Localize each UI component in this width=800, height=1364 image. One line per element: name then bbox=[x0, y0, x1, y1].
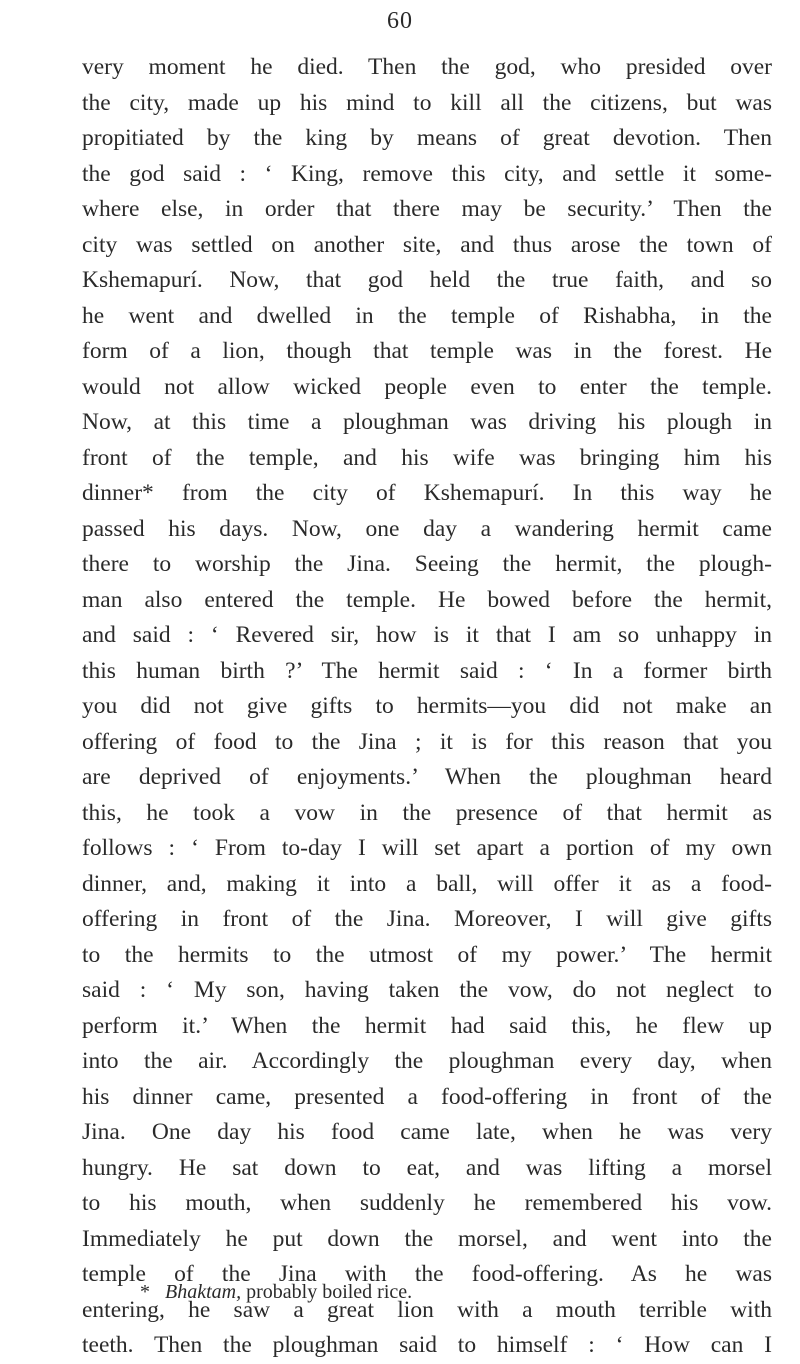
text-line: follows : ‘ From to-day I will set apart a portion of my own bbox=[82, 835, 772, 861]
text-line: perform it.’ When the hermit had said this, he flew up bbox=[82, 1012, 772, 1039]
text-line: you did not give gifts to hermits—you did not make an bbox=[82, 693, 772, 719]
text-line: Jina. One day his food came late, when he was very bbox=[82, 1119, 772, 1145]
text-line: to the hermits to the utmost of my power.’ The hermit bbox=[82, 941, 772, 968]
text-line: hungry. He sat down to eat, and was lifting a morsel bbox=[82, 1154, 772, 1181]
text-line: offering of food to the Jina ; it is for this reason that you bbox=[82, 728, 772, 755]
text-line: and said : ‘ Revered sir, how is it that I am so unhappy in bbox=[82, 622, 772, 648]
footnote-term: Bhaktam, bbox=[165, 1281, 242, 1303]
text-line: propitiated by the king by means of great devotion. Then bbox=[82, 125, 772, 151]
text-line: this human birth ?’ The hermit said : ‘ In a former birth bbox=[82, 657, 772, 684]
text-line: Kshemapurí. Now, that god held the true faith, and so bbox=[82, 267, 772, 293]
text-line: Immediately he put down the morsel, and went into the bbox=[82, 1225, 772, 1252]
text-line: he went and dwelled in the temple of Rishabha, in the bbox=[82, 302, 772, 329]
text-line: to his mouth, when suddenly he remembered his vow. bbox=[82, 1190, 772, 1216]
text-line: dinner* from the city of Kshemapurí. In this way he bbox=[82, 480, 772, 506]
footnote-text: probably boiled rice. bbox=[246, 1281, 413, 1303]
body-text bbox=[82, 50, 772, 1364]
text-line: would not allow wicked people even to enter the temple. bbox=[82, 373, 772, 400]
text-line: man also entered the temple. He bowed before the hermit, bbox=[82, 586, 772, 613]
text-line: city was settled on another site, and thus arose the town of bbox=[82, 231, 772, 258]
text-line: this, he took a vow in the presence of that hermit as bbox=[82, 799, 772, 826]
text-line: the god said : ‘ King, remove this city, and settle it some- bbox=[82, 160, 772, 187]
page-number: 60 bbox=[387, 8, 413, 34]
text-line: front of the temple, and his wife was bringing him his bbox=[82, 444, 772, 471]
text-line: said : ‘ My son, having taken the vow, do not neglect to bbox=[82, 977, 772, 1003]
text-line: the city, made up his mind to kill all the citizens, but was bbox=[82, 89, 772, 116]
text-line: Now, at this time a ploughman was driving his plough in bbox=[82, 409, 772, 435]
text-line: very moment he died. Then the god, who presided over bbox=[82, 54, 772, 80]
text-line: temple of the Jina with the food-offering. As he was bbox=[82, 1261, 772, 1287]
text-line: teeth. Then the ploughman said to himself : ‘ How can I bbox=[82, 1332, 772, 1358]
footnote bbox=[140, 1278, 780, 1306]
text-line: where else, in order that there may be security.’ Then the bbox=[82, 196, 772, 222]
text-line: his dinner came, presented a food-offering in front of the bbox=[82, 1083, 772, 1110]
text-line: are deprived of enjoyments.’ When the ploughman heard bbox=[82, 764, 772, 790]
text-line: into the air. Accordingly the ploughman every day, when bbox=[82, 1048, 772, 1074]
text-line: dinner, and, making it into a ball, will offer it as a food- bbox=[82, 870, 772, 897]
text-line: offering in front of the Jina. Moreover, I will give gifts bbox=[82, 906, 772, 932]
text-line: there to worship the Jina. Seeing the hermit, the plough- bbox=[82, 551, 772, 577]
text-line: form of a lion, though that temple was in the forest. He bbox=[82, 338, 772, 364]
text-line: entering, he saw a great lion with a mouth terrible with bbox=[82, 1296, 772, 1323]
text-line: passed his days. Now, one day a wandering hermit came bbox=[82, 515, 772, 542]
footnote-marker: * bbox=[140, 1281, 150, 1303]
